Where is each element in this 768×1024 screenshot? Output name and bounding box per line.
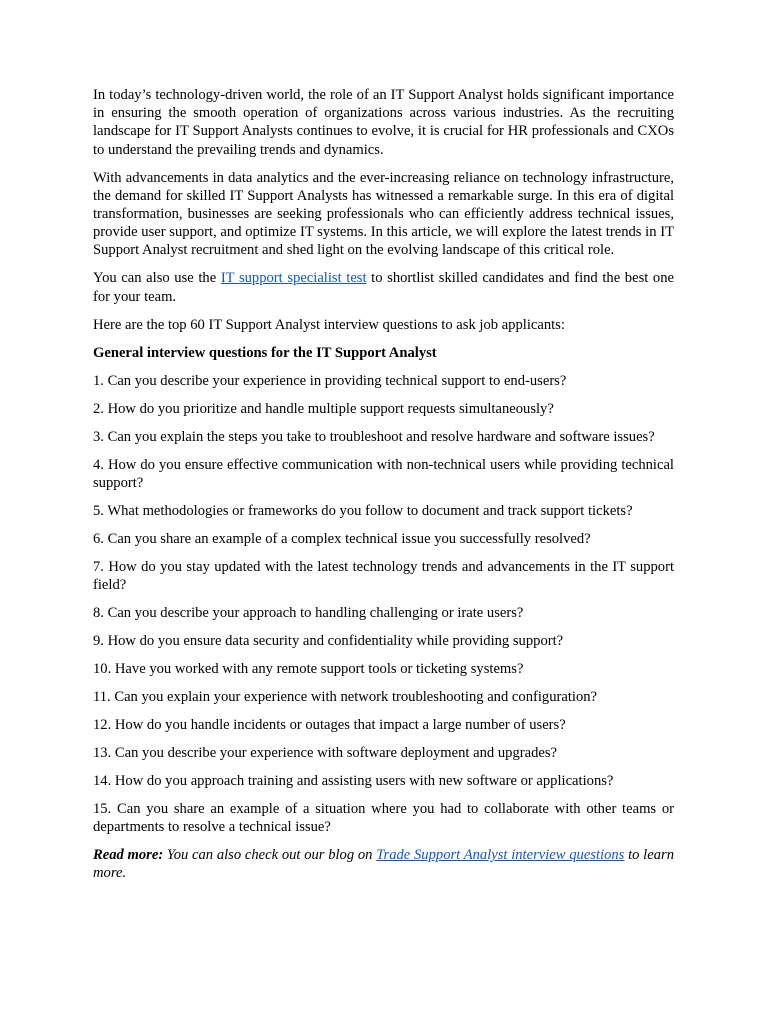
- question-item: 12. How do you handle incidents or outages that impact a large number of users?: [93, 717, 566, 734]
- section-heading: General interview questions for the IT Support Analyst: [93, 344, 437, 361]
- question-item: 2. How do you prioritize and handle multiple support requests simultaneously?: [93, 400, 554, 417]
- document-body: [93, 86, 674, 892]
- question-item: 4. How do you ensure effective communication with non-technical users while providing technical support?: [93, 456, 674, 491]
- question-item: 11. Can you explain your experience with network troubleshooting and configuration?: [93, 689, 598, 706]
- question-item: 3. Can you explain the steps you take to troubleshoot and resolve hardware and software issues?: [93, 428, 655, 445]
- question-item: 1. Can you describe your experience in providing technical support to end-users?: [93, 372, 567, 389]
- question-list: [93, 372, 674, 837]
- read-more-lead: You can also check out our blog on: [163, 847, 377, 864]
- question-item: 6. Can you share an example of a complex technical issue you successfully resolved?: [93, 530, 591, 547]
- intro-paragraph-3-lead: You can also use the: [93, 270, 221, 287]
- question-item: 10. Have you worked with any remote support tools or ticketing systems?: [93, 661, 524, 678]
- question-item: 7. How do you stay updated with the latest technology trends and advancements in the IT support field?: [93, 558, 674, 594]
- intro-paragraph-1: In today’s technology-driven world, the role of an IT Support Analyst holds significant importance in ensuring the smooth operation of organizations across various industries. As the recruiting landscape for IT Support Analysts continues to evolve, it is crucial for HR professionals and CXOs to understand the prevailing trends and dynamics.: [93, 87, 674, 158]
- read-more-label: Read more:: [93, 847, 164, 864]
- question-item: 8. Can you describe your approach to handling challenging or irate users?: [93, 605, 524, 622]
- question-item: 5. What methodologies or frameworks do you follow to document and track support tickets?: [93, 502, 633, 519]
- question-item: 9. How do you ensure data security and confidentiality while providing support?: [93, 633, 564, 650]
- intro-paragraph-3-tail: to shortlist skilled candidates and find the best one for your team.: [93, 270, 674, 305]
- trade-support-analyst-link[interactable]: Trade Support Analyst interview questions: [376, 847, 625, 864]
- read-more-paragraph: [93, 846, 674, 882]
- intro-paragraph-2: With advancements in data analytics and the ever-increasing reliance on technology infrastructure, the demand for skilled IT Support Analysts has witnessed a remarkable surge. In this era of digital transformation, businesses are seeking professionals who can efficiently address technical issues, provide user support, and optimize IT systems. In this article, we will explore the latest trends in IT Support Analyst recruitment and shed light on the evolving landscape of this critical role.: [93, 169, 674, 259]
- question-item: 14. How do you approach training and assisting users with new software or applications?: [93, 773, 614, 790]
- intro-paragraph-4: Here are the top 60 IT Support Analyst interview questions to ask job applicants:: [93, 316, 565, 333]
- question-item: 13. Can you describe your experience with software deployment and upgrades?: [93, 745, 558, 762]
- read-more-tail: to learn more.: [93, 847, 674, 882]
- question-item: 15. Can you share an example of a situation where you had to collaborate with other teams or departments to resolve a technical issue?: [93, 801, 674, 836]
- intro-paragraph-3: [93, 269, 674, 305]
- it-support-specialist-test-link[interactable]: IT support specialist test: [220, 270, 367, 287]
